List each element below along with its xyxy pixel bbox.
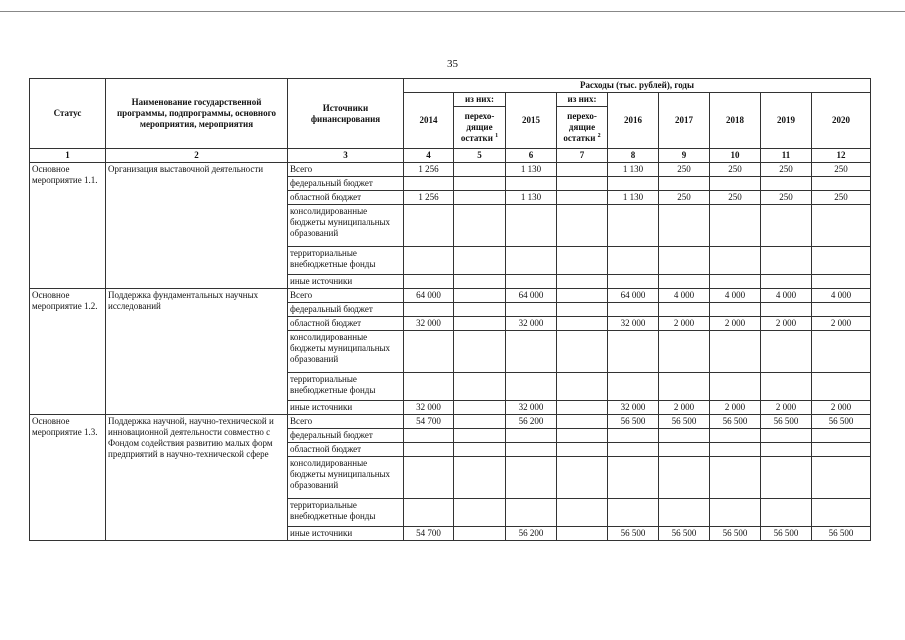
value-cell bbox=[506, 303, 557, 317]
value-cell bbox=[506, 429, 557, 443]
value-cell: 32 000 bbox=[506, 401, 557, 415]
value-cell bbox=[710, 331, 761, 373]
header-sources: Источники финансирования bbox=[288, 79, 404, 149]
value-cell: 4 000 bbox=[761, 289, 812, 303]
value-cell bbox=[454, 177, 506, 191]
value-cell bbox=[454, 429, 506, 443]
program-name-cell: Поддержка фундаментальных научных исследований bbox=[106, 289, 288, 415]
header-year-2016: 2016 bbox=[608, 93, 659, 149]
value-cell: 56 500 bbox=[659, 527, 710, 541]
value-cell bbox=[404, 373, 454, 401]
value-cell bbox=[454, 205, 506, 247]
source-cell: Всего bbox=[288, 289, 404, 303]
value-cell bbox=[659, 457, 710, 499]
column-number: 5 bbox=[454, 149, 506, 163]
value-cell: 4 000 bbox=[710, 289, 761, 303]
value-cell bbox=[404, 177, 454, 191]
source-cell: территориальные внебюджетные фонды bbox=[288, 247, 404, 275]
value-cell: 250 bbox=[659, 163, 710, 177]
value-cell: 32 000 bbox=[506, 317, 557, 331]
header-status: Статус bbox=[30, 79, 106, 149]
value-cell bbox=[761, 177, 812, 191]
value-cell bbox=[812, 303, 871, 317]
top-rule bbox=[0, 11, 905, 12]
column-number: 8 bbox=[608, 149, 659, 163]
value-cell bbox=[608, 429, 659, 443]
column-number: 7 bbox=[557, 149, 608, 163]
value-cell: 2 000 bbox=[761, 317, 812, 331]
column-number: 3 bbox=[288, 149, 404, 163]
value-cell bbox=[761, 499, 812, 527]
footnote-mark-2: 2 bbox=[597, 133, 601, 139]
value-cell bbox=[608, 457, 659, 499]
header-transit-2-text: перехо-дящие остатки bbox=[563, 111, 597, 143]
value-cell bbox=[659, 331, 710, 373]
value-cell bbox=[557, 457, 608, 499]
value-cell bbox=[404, 331, 454, 373]
page-number: 35 bbox=[447, 58, 458, 70]
value-cell bbox=[404, 499, 454, 527]
value-cell bbox=[404, 443, 454, 457]
value-cell bbox=[761, 331, 812, 373]
header-year-2019: 2019 bbox=[761, 93, 812, 149]
value-cell bbox=[659, 443, 710, 457]
value-cell bbox=[557, 247, 608, 275]
source-cell: иные источники bbox=[288, 401, 404, 415]
value-cell bbox=[812, 443, 871, 457]
value-cell bbox=[761, 247, 812, 275]
value-cell bbox=[454, 499, 506, 527]
value-cell bbox=[557, 163, 608, 177]
value-cell: 2 000 bbox=[761, 401, 812, 415]
value-cell bbox=[761, 373, 812, 401]
value-cell: 56 500 bbox=[608, 415, 659, 429]
value-cell: 1 130 bbox=[506, 163, 557, 177]
value-cell bbox=[608, 373, 659, 401]
value-cell: 32 000 bbox=[608, 401, 659, 415]
header-expenses: Расходы (тыс. рублей), годы bbox=[404, 79, 871, 93]
source-cell: областной бюджет bbox=[288, 443, 404, 457]
header-transit-1 bbox=[454, 107, 506, 149]
header-transit-2 bbox=[557, 107, 608, 149]
value-cell bbox=[404, 429, 454, 443]
source-cell: территориальные внебюджетные фонды bbox=[288, 373, 404, 401]
status-cell: Основное мероприятие 1.1. bbox=[30, 163, 106, 289]
value-cell: 4 000 bbox=[659, 289, 710, 303]
value-cell bbox=[557, 317, 608, 331]
value-cell bbox=[557, 275, 608, 289]
source-cell: иные источники bbox=[288, 527, 404, 541]
header-year-2015: 2015 bbox=[506, 93, 557, 149]
value-cell bbox=[710, 205, 761, 247]
source-cell: территориальные внебюджетные фонды bbox=[288, 499, 404, 527]
footnote-mark-1: 1 bbox=[495, 133, 499, 139]
value-cell bbox=[557, 415, 608, 429]
value-cell bbox=[812, 457, 871, 499]
value-cell bbox=[404, 205, 454, 247]
value-cell: 250 bbox=[659, 191, 710, 205]
value-cell bbox=[710, 247, 761, 275]
value-cell bbox=[812, 499, 871, 527]
budget-table bbox=[29, 78, 871, 541]
column-number: 1 bbox=[30, 149, 106, 163]
value-cell: 56 500 bbox=[761, 415, 812, 429]
value-cell: 32 000 bbox=[608, 317, 659, 331]
value-cell: 64 000 bbox=[608, 289, 659, 303]
column-number: 2 bbox=[106, 149, 288, 163]
source-cell: областной бюджет bbox=[288, 317, 404, 331]
value-cell: 64 000 bbox=[506, 289, 557, 303]
value-cell bbox=[454, 303, 506, 317]
table-row bbox=[30, 415, 871, 429]
status-cell: Основное мероприятие 1.2. bbox=[30, 289, 106, 415]
value-cell bbox=[608, 443, 659, 457]
status-cell: Основное мероприятие 1.3. bbox=[30, 415, 106, 541]
value-cell bbox=[659, 177, 710, 191]
column-number-row bbox=[30, 149, 871, 163]
value-cell bbox=[710, 275, 761, 289]
program-name-cell: Поддержка научной, научно-технической и инновационной деятельности совместно с Фондом содействия развитию малых форм предприятий в научно-технической сфере bbox=[106, 415, 288, 541]
value-cell bbox=[404, 303, 454, 317]
value-cell: 54 700 bbox=[404, 415, 454, 429]
value-cell bbox=[557, 191, 608, 205]
value-cell bbox=[454, 401, 506, 415]
value-cell: 56 500 bbox=[710, 527, 761, 541]
header-of-them-1: из них: bbox=[454, 93, 506, 107]
value-cell bbox=[659, 499, 710, 527]
value-cell bbox=[761, 275, 812, 289]
value-cell bbox=[454, 331, 506, 373]
value-cell bbox=[659, 205, 710, 247]
value-cell bbox=[454, 457, 506, 499]
value-cell bbox=[710, 303, 761, 317]
value-cell bbox=[812, 247, 871, 275]
value-cell bbox=[761, 457, 812, 499]
value-cell bbox=[659, 373, 710, 401]
value-cell bbox=[608, 205, 659, 247]
value-cell bbox=[608, 499, 659, 527]
value-cell: 1 256 bbox=[404, 163, 454, 177]
value-cell bbox=[454, 289, 506, 303]
source-cell: консолидированные бюджеты муниципальных образований bbox=[288, 331, 404, 373]
value-cell bbox=[659, 429, 710, 443]
column-number: 4 bbox=[404, 149, 454, 163]
value-cell: 250 bbox=[761, 163, 812, 177]
value-cell bbox=[506, 499, 557, 527]
value-cell bbox=[454, 317, 506, 331]
header-transit-1-text: перехо-дящие остатки bbox=[460, 111, 495, 143]
value-cell bbox=[812, 331, 871, 373]
value-cell bbox=[506, 177, 557, 191]
value-cell bbox=[557, 289, 608, 303]
value-cell bbox=[557, 373, 608, 401]
source-cell: федеральный бюджет bbox=[288, 303, 404, 317]
value-cell bbox=[404, 275, 454, 289]
value-cell: 2 000 bbox=[659, 317, 710, 331]
value-cell bbox=[659, 247, 710, 275]
value-cell bbox=[659, 303, 710, 317]
value-cell bbox=[557, 331, 608, 373]
value-cell: 56 200 bbox=[506, 415, 557, 429]
source-cell: Всего bbox=[288, 415, 404, 429]
value-cell bbox=[557, 401, 608, 415]
value-cell bbox=[506, 205, 557, 247]
value-cell: 56 500 bbox=[608, 527, 659, 541]
value-cell: 56 200 bbox=[506, 527, 557, 541]
value-cell: 1 130 bbox=[608, 191, 659, 205]
value-cell: 56 500 bbox=[710, 415, 761, 429]
column-number: 6 bbox=[506, 149, 557, 163]
value-cell bbox=[812, 205, 871, 247]
value-cell bbox=[608, 247, 659, 275]
value-cell bbox=[761, 443, 812, 457]
column-number: 11 bbox=[761, 149, 812, 163]
program-name-cell: Организация выставочной деятельности bbox=[106, 163, 288, 289]
value-cell bbox=[557, 527, 608, 541]
value-cell bbox=[761, 429, 812, 443]
value-cell bbox=[710, 457, 761, 499]
value-cell: 2 000 bbox=[812, 317, 871, 331]
value-cell bbox=[710, 443, 761, 457]
value-cell: 64 000 bbox=[404, 289, 454, 303]
source-cell: иные источники bbox=[288, 275, 404, 289]
value-cell bbox=[608, 303, 659, 317]
table-body bbox=[30, 163, 871, 541]
value-cell: 250 bbox=[710, 163, 761, 177]
column-number: 12 bbox=[812, 149, 871, 163]
value-cell bbox=[761, 205, 812, 247]
table-row bbox=[30, 163, 871, 177]
value-cell bbox=[506, 443, 557, 457]
value-cell: 4 000 bbox=[812, 289, 871, 303]
value-cell bbox=[710, 177, 761, 191]
value-cell bbox=[404, 247, 454, 275]
value-cell bbox=[454, 275, 506, 289]
header-program-name: Наименование государственной программы, подпрограммы, основного мероприятия, мероприятия bbox=[106, 79, 288, 149]
column-number: 10 bbox=[710, 149, 761, 163]
source-cell: консолидированные бюджеты муниципальных образований bbox=[288, 457, 404, 499]
header-year-2014: 2014 bbox=[404, 93, 454, 149]
value-cell: 56 500 bbox=[659, 415, 710, 429]
value-cell: 1 130 bbox=[506, 191, 557, 205]
value-cell bbox=[557, 429, 608, 443]
value-cell bbox=[812, 373, 871, 401]
value-cell: 32 000 bbox=[404, 401, 454, 415]
value-cell bbox=[761, 303, 812, 317]
value-cell: 250 bbox=[812, 163, 871, 177]
value-cell bbox=[557, 205, 608, 247]
header-of-them-2: из них: bbox=[557, 93, 608, 107]
value-cell bbox=[454, 415, 506, 429]
value-cell bbox=[506, 373, 557, 401]
value-cell bbox=[454, 191, 506, 205]
header-year-2018: 2018 bbox=[710, 93, 761, 149]
source-cell: Всего bbox=[288, 163, 404, 177]
value-cell bbox=[710, 373, 761, 401]
value-cell: 2 000 bbox=[710, 317, 761, 331]
value-cell bbox=[812, 429, 871, 443]
value-cell: 250 bbox=[761, 191, 812, 205]
source-cell: консолидированные бюджеты муниципальных образований bbox=[288, 205, 404, 247]
value-cell bbox=[454, 373, 506, 401]
value-cell: 2 000 bbox=[659, 401, 710, 415]
value-cell: 32 000 bbox=[404, 317, 454, 331]
value-cell: 1 256 bbox=[404, 191, 454, 205]
value-cell bbox=[454, 527, 506, 541]
value-cell bbox=[812, 275, 871, 289]
value-cell bbox=[659, 275, 710, 289]
value-cell bbox=[454, 247, 506, 275]
value-cell bbox=[710, 499, 761, 527]
value-cell: 1 130 bbox=[608, 163, 659, 177]
value-cell bbox=[506, 457, 557, 499]
header-year-2017: 2017 bbox=[659, 93, 710, 149]
value-cell: 54 700 bbox=[404, 527, 454, 541]
value-cell: 250 bbox=[812, 191, 871, 205]
value-cell: 2 000 bbox=[812, 401, 871, 415]
column-number: 9 bbox=[659, 149, 710, 163]
value-cell bbox=[608, 275, 659, 289]
value-cell: 56 500 bbox=[812, 415, 871, 429]
value-cell bbox=[506, 247, 557, 275]
value-cell bbox=[608, 331, 659, 373]
value-cell: 250 bbox=[710, 191, 761, 205]
value-cell bbox=[608, 177, 659, 191]
value-cell bbox=[506, 275, 557, 289]
value-cell bbox=[557, 177, 608, 191]
value-cell bbox=[557, 443, 608, 457]
value-cell bbox=[454, 163, 506, 177]
source-cell: областной бюджет bbox=[288, 191, 404, 205]
table-row bbox=[30, 289, 871, 303]
value-cell bbox=[454, 443, 506, 457]
value-cell: 56 500 bbox=[761, 527, 812, 541]
value-cell bbox=[710, 429, 761, 443]
value-cell: 56 500 bbox=[812, 527, 871, 541]
value-cell bbox=[557, 303, 608, 317]
value-cell bbox=[404, 457, 454, 499]
value-cell bbox=[557, 499, 608, 527]
header-year-2020: 2020 bbox=[812, 93, 871, 149]
source-cell: федеральный бюджет bbox=[288, 177, 404, 191]
value-cell bbox=[506, 331, 557, 373]
value-cell bbox=[812, 177, 871, 191]
value-cell: 2 000 bbox=[710, 401, 761, 415]
source-cell: федеральный бюджет bbox=[288, 429, 404, 443]
